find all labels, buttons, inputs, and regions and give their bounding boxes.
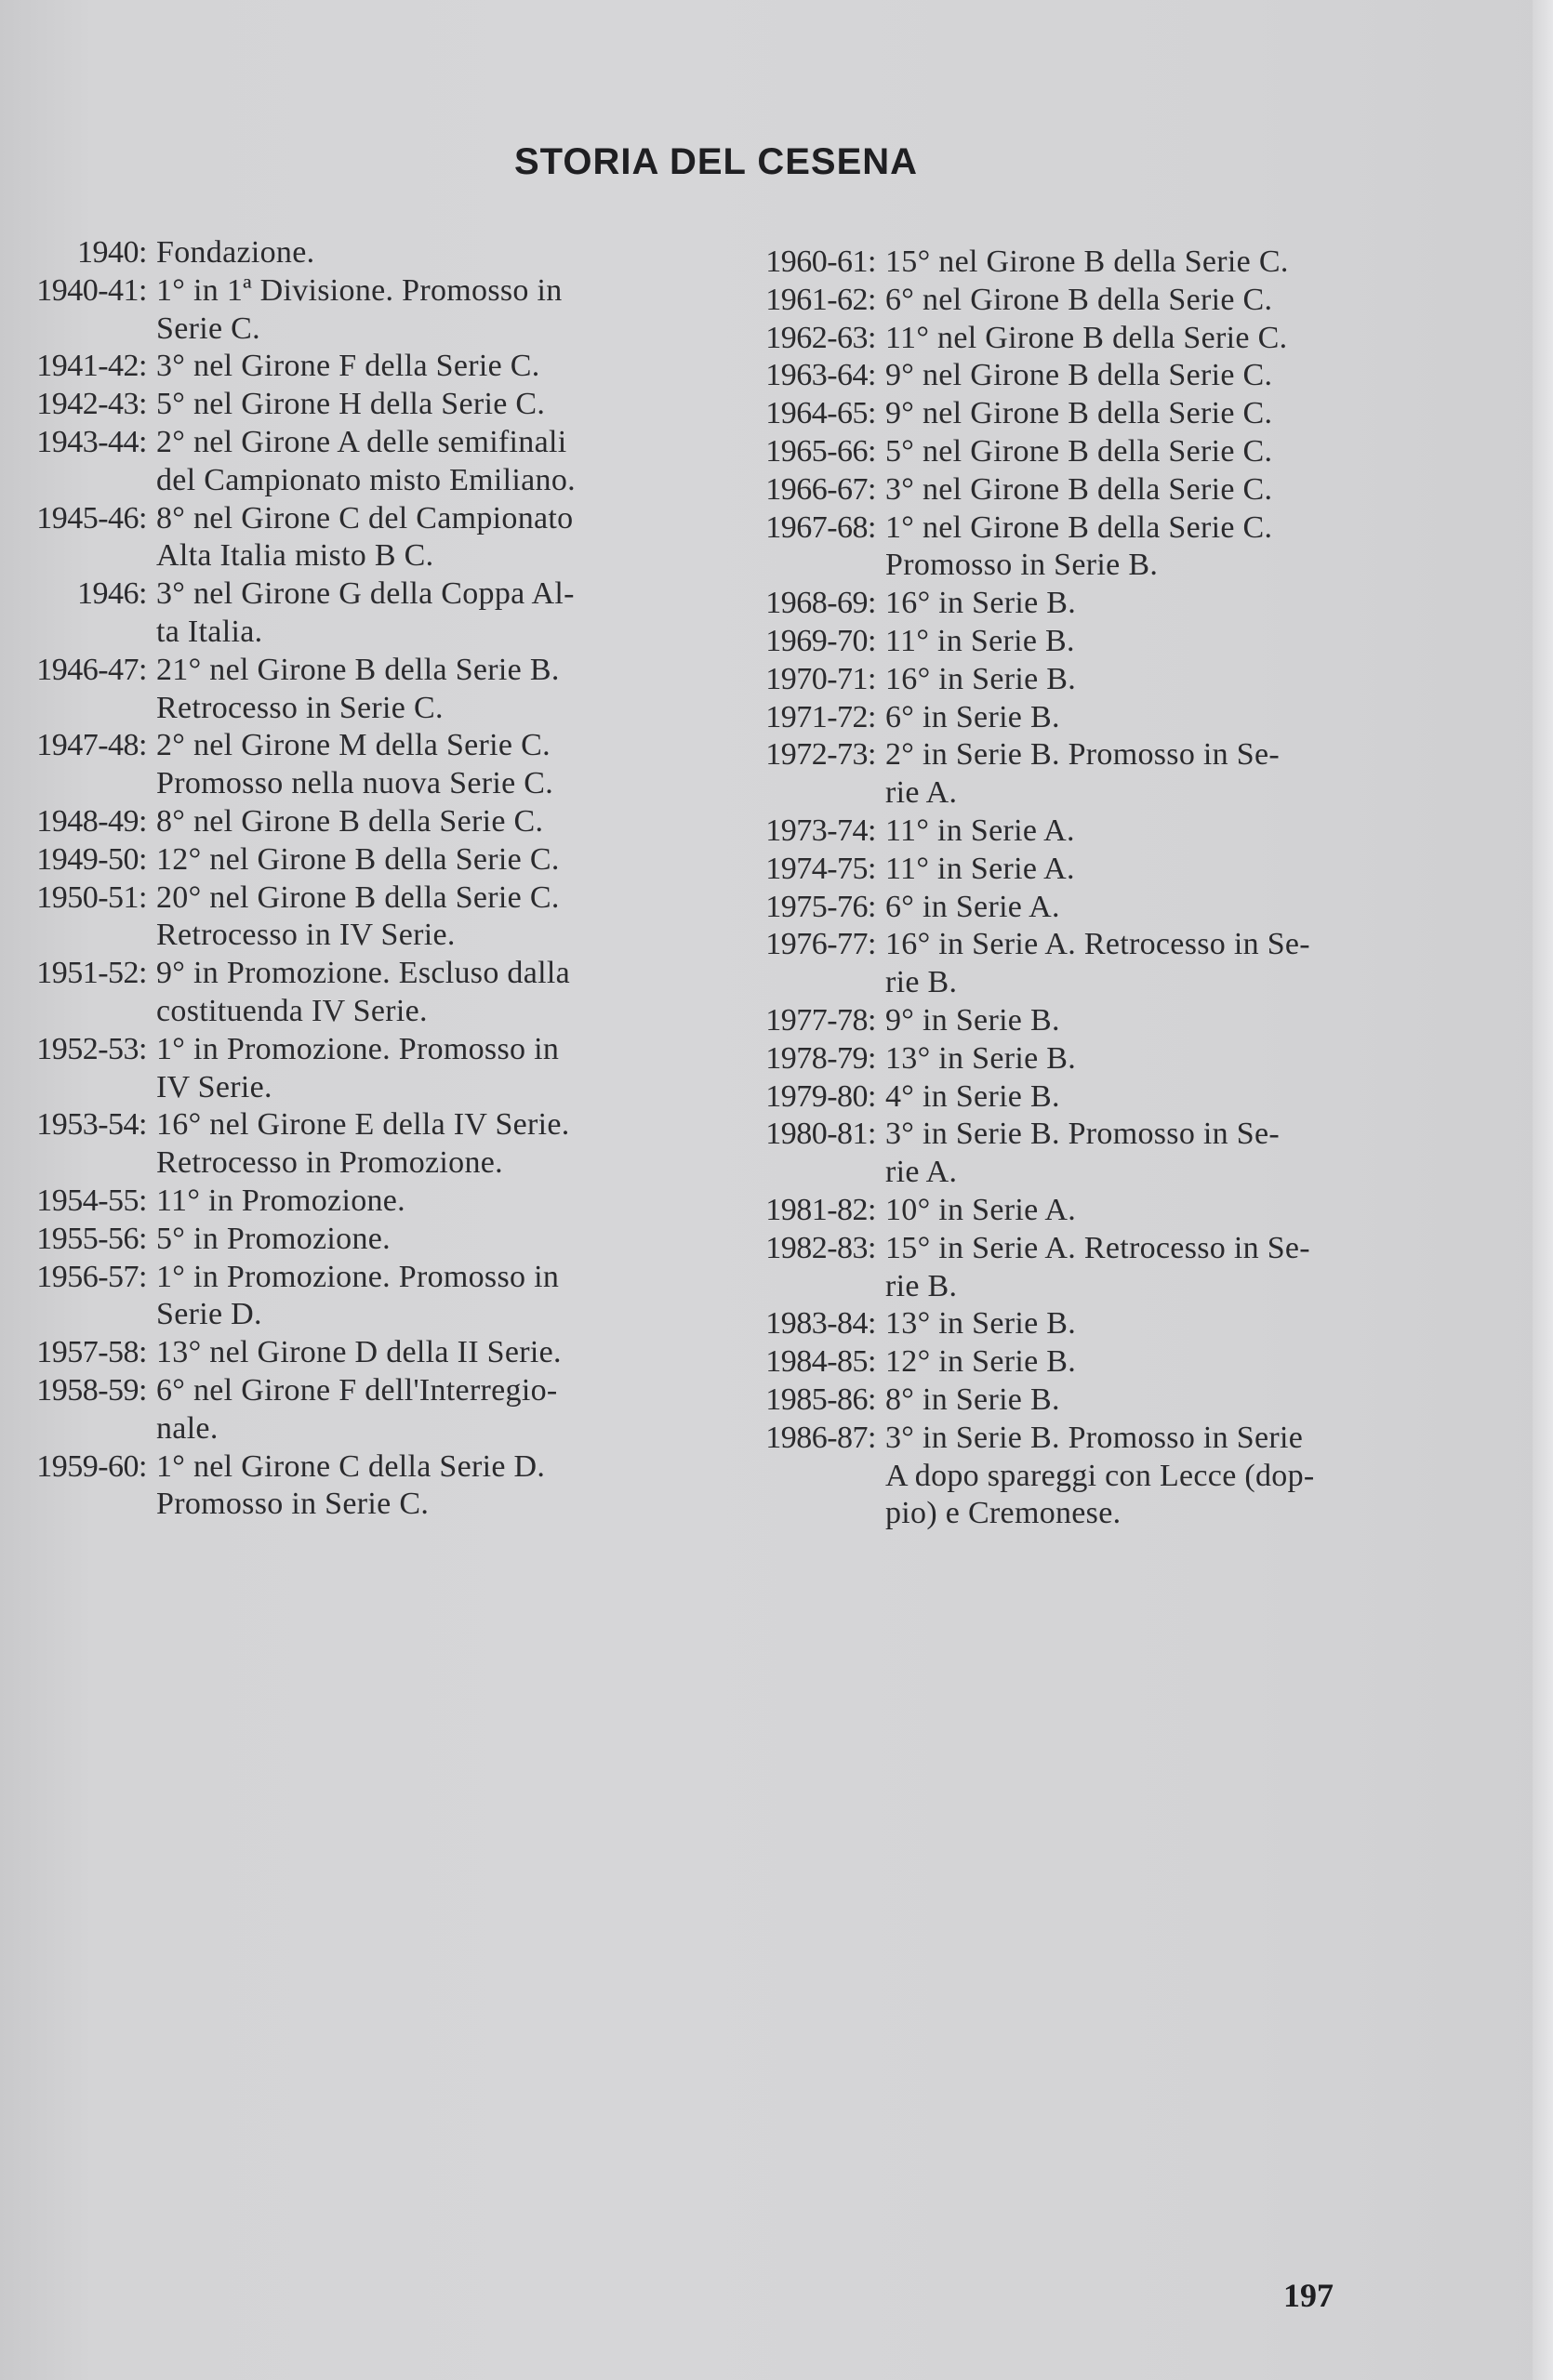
history-entry <box>28 500 693 576</box>
result-line: Alta Italia misto B C. <box>156 538 434 574</box>
season-year: 1943-44: <box>36 424 147 459</box>
history-entry <box>28 1448 693 1525</box>
season-result <box>147 386 693 424</box>
result-line: IV Serie. <box>156 1069 272 1104</box>
season-result <box>147 1106 693 1183</box>
result-line: 1° in Promozione. Promosso in <box>156 1259 560 1294</box>
history-entry <box>725 661 1432 699</box>
season-result <box>147 727 693 803</box>
season-year: 1950-51: <box>36 879 147 915</box>
season-result <box>147 575 693 652</box>
season-year: 1959-60: <box>36 1448 147 1484</box>
result-line: rie B. <box>885 1268 958 1303</box>
result-line: 12° nel Girone B della Serie C. <box>156 841 560 877</box>
history-entry <box>28 1183 693 1221</box>
result-line: Retrocesso in Serie C. <box>156 690 444 725</box>
result-line: 3° nel Girone B della Serie C. <box>885 471 1273 507</box>
result-line: 11° in Serie A. <box>885 813 1075 848</box>
result-line: rie A. <box>885 775 958 811</box>
result-line: 5° nel Girone H della Serie C. <box>156 387 546 422</box>
season-year: 1960-61: <box>765 245 876 279</box>
season-year: 1970-71: <box>765 661 876 696</box>
history-entry <box>28 879 693 956</box>
history-entry <box>28 234 693 272</box>
season-year: 1968-69: <box>765 586 876 621</box>
history-entry <box>725 623 1432 661</box>
season-year: 1951-52: <box>36 956 147 991</box>
season-year: 1980-81: <box>765 1117 876 1152</box>
season-result <box>876 661 1432 699</box>
history-entry <box>28 1106 693 1183</box>
history-entry <box>725 736 1432 813</box>
history-entry <box>725 926 1432 1002</box>
season-result <box>147 1031 693 1107</box>
result-line: Promosso nella nuova Serie C. <box>156 766 554 801</box>
history-entry <box>725 1078 1432 1117</box>
season-year: 1946-47: <box>36 652 147 687</box>
season-result <box>147 1334 693 1372</box>
history-entry <box>725 320 1432 358</box>
result-line: 9° in Promozione. Escluso dalla <box>156 956 570 991</box>
result-line: 1° in 1ª Divisione. Promosso in <box>156 272 563 308</box>
result-line: 3° nel Girone F della Serie C. <box>156 349 540 384</box>
result-line: 2° in Serie B. Promosso in Se- <box>885 737 1280 773</box>
history-entry <box>28 424 693 500</box>
result-line: pio) e Cremonese. <box>885 1496 1122 1531</box>
season-result <box>147 1221 693 1259</box>
result-line: 8° in Serie B. <box>885 1382 1060 1417</box>
season-result <box>147 803 693 841</box>
page-number: 197 <box>1283 2277 1334 2314</box>
season-year: 1954-55: <box>36 1183 147 1218</box>
result-line: 11° nel Girone B della Serie C. <box>885 320 1288 355</box>
history-entry <box>28 652 693 728</box>
season-result <box>147 1259 693 1335</box>
result-line: 3° in Serie B. Promosso in Se- <box>885 1117 1280 1152</box>
season-result <box>876 813 1432 851</box>
result-line: 13° nel Girone D della II Serie. <box>156 1335 562 1370</box>
season-result <box>147 424 693 500</box>
season-result <box>876 585 1432 623</box>
season-result <box>876 926 1432 1002</box>
result-line: rie A. <box>885 1155 958 1190</box>
result-line: Fondazione. <box>156 235 315 270</box>
history-entry <box>725 851 1432 889</box>
season-year: 1940: <box>77 235 147 270</box>
season-year: 1945-46: <box>36 500 147 536</box>
season-year: 1973-74: <box>765 813 876 848</box>
result-line: 1° in Promozione. Promosso in <box>156 1031 560 1066</box>
season-result <box>876 1382 1432 1420</box>
result-line: 8° nel Girone B della Serie C. <box>156 803 544 839</box>
right-column <box>725 244 1432 1533</box>
result-line: 8° nel Girone C del Campionato <box>156 500 574 536</box>
season-result <box>147 234 693 272</box>
season-year: 1964-65: <box>765 396 876 431</box>
history-entry <box>725 889 1432 927</box>
season-year: 1986-87: <box>765 1420 876 1455</box>
season-result <box>876 623 1432 661</box>
season-result <box>147 500 693 576</box>
season-year: 1956-57: <box>36 1259 147 1294</box>
history-entry <box>725 509 1432 586</box>
history-entry <box>725 471 1432 509</box>
history-entry <box>28 727 693 803</box>
history-entry <box>28 575 693 652</box>
result-line: del Campionato misto Emiliano. <box>156 462 576 497</box>
history-entry <box>28 955 693 1031</box>
result-line: costituenda IV Serie. <box>156 993 428 1028</box>
season-result <box>876 244 1432 282</box>
result-line: Promosso in Serie C. <box>156 1487 430 1522</box>
season-year: 1955-56: <box>36 1221 147 1256</box>
season-result <box>876 1002 1432 1040</box>
season-year: 1981-82: <box>765 1192 876 1227</box>
season-result <box>147 955 693 1031</box>
season-year: 1963-64: <box>765 358 876 393</box>
history-entry <box>725 1382 1432 1420</box>
season-year: 1983-84: <box>765 1306 876 1342</box>
season-year: 1965-66: <box>765 433 876 469</box>
result-line: 4° in Serie B. <box>885 1078 1060 1114</box>
history-entry <box>725 282 1432 320</box>
history-entry <box>725 699 1432 737</box>
history-entry <box>725 244 1432 282</box>
season-result <box>876 1305 1432 1343</box>
result-line: 2° nel Girone M della Serie C. <box>156 728 551 763</box>
result-line: 21° nel Girone B della Serie B. <box>156 652 560 687</box>
history-entry <box>725 1192 1432 1230</box>
result-line: Promosso in Serie B. <box>885 548 1159 583</box>
season-result <box>876 320 1432 358</box>
season-result <box>876 1116 1432 1192</box>
season-year: 1949-50: <box>36 841 147 877</box>
history-entry <box>725 585 1432 623</box>
result-line: 11° in Serie A. <box>885 851 1075 886</box>
result-line: 6° nel Girone B della Serie C. <box>885 282 1273 317</box>
season-result <box>147 879 693 956</box>
result-line: 10° in Serie A. <box>885 1192 1077 1227</box>
history-entry <box>725 433 1432 471</box>
season-year: 1953-54: <box>36 1107 147 1143</box>
result-line: 9° nel Girone B della Serie C. <box>885 358 1273 393</box>
history-entry <box>28 1031 693 1107</box>
result-line: rie B. <box>885 965 958 1000</box>
season-result <box>876 1230 1432 1306</box>
season-year: 1972-73: <box>765 737 876 773</box>
history-entry <box>28 1259 693 1335</box>
history-entry <box>725 1002 1432 1040</box>
season-year: 1947-48: <box>36 728 147 763</box>
result-line: 12° in Serie B. <box>885 1344 1077 1380</box>
left-column <box>28 234 693 1524</box>
result-line: Serie C. <box>156 311 260 346</box>
history-entry <box>725 1230 1432 1306</box>
season-result <box>876 433 1432 471</box>
season-year: 1974-75: <box>765 851 876 886</box>
season-year: 1966-67: <box>765 471 876 507</box>
history-entry <box>725 395 1432 433</box>
result-line: Retrocesso in Promozione. <box>156 1145 503 1181</box>
result-line: ta Italia. <box>156 614 263 649</box>
result-line: 6° in Serie A. <box>885 889 1060 924</box>
season-result <box>147 1448 693 1525</box>
result-line: 11° in Serie B. <box>885 623 1075 658</box>
season-result <box>876 509 1432 586</box>
season-result <box>147 652 693 728</box>
result-line: 6° in Serie B. <box>885 699 1060 734</box>
season-result <box>876 1192 1432 1230</box>
season-year: 1977-78: <box>765 1002 876 1038</box>
result-line: nale. <box>156 1410 219 1446</box>
result-line: 13° in Serie B. <box>885 1306 1077 1342</box>
season-year: 1952-53: <box>36 1031 147 1066</box>
page-edge <box>1533 0 1553 2380</box>
season-year: 1984-85: <box>765 1344 876 1380</box>
result-line: 1° nel Girone C della Serie D. <box>156 1448 546 1484</box>
result-line: 9° in Serie B. <box>885 1002 1060 1038</box>
season-result <box>876 395 1432 433</box>
season-result <box>876 1040 1432 1078</box>
season-year: 1982-83: <box>765 1230 876 1265</box>
season-result <box>876 889 1432 927</box>
season-year: 1971-72: <box>765 699 876 734</box>
result-line: Serie D. <box>156 1297 262 1332</box>
season-year: 1940-41: <box>36 272 147 308</box>
season-result <box>876 851 1432 889</box>
season-result <box>876 282 1432 320</box>
season-year: 1969-70: <box>765 623 876 658</box>
history-entry <box>28 803 693 841</box>
season-year: 1976-77: <box>765 927 876 962</box>
season-year: 1946: <box>77 576 147 612</box>
result-line: 9° nel Girone B della Serie C. <box>885 396 1273 431</box>
result-line: Retrocesso in IV Serie. <box>156 918 456 953</box>
result-line: 15° nel Girone B della Serie C. <box>885 245 1289 279</box>
result-line: 3° nel Girone G della Coppa Al- <box>156 576 575 612</box>
result-line: 1° nel Girone B della Serie C. <box>885 509 1273 545</box>
season-result <box>876 1078 1432 1117</box>
result-line: 13° in Serie B. <box>885 1040 1077 1076</box>
history-entry <box>28 1221 693 1259</box>
season-result <box>147 1183 693 1221</box>
history-entry <box>28 272 693 349</box>
result-line: 5° in Promozione. <box>156 1221 391 1256</box>
season-year: 1975-76: <box>765 889 876 924</box>
history-entry <box>28 841 693 879</box>
season-year: 1979-80: <box>765 1078 876 1114</box>
season-year: 1961-62: <box>765 282 876 317</box>
history-entry <box>28 348 693 386</box>
history-entry <box>725 813 1432 851</box>
result-line: 16° nel Girone E della IV Serie. <box>156 1107 570 1143</box>
result-line: 11° in Promozione. <box>156 1183 405 1218</box>
season-year: 1941-42: <box>36 349 147 384</box>
history-entry <box>28 1372 693 1448</box>
season-result <box>147 348 693 386</box>
season-year: 1967-68: <box>765 509 876 545</box>
history-entry <box>725 1305 1432 1343</box>
result-line: 15° in Serie A. Retrocesso in Se- <box>885 1230 1310 1265</box>
season-result <box>147 841 693 879</box>
season-year: 1958-59: <box>36 1372 147 1408</box>
season-result <box>876 1343 1432 1382</box>
history-entry <box>725 1116 1432 1192</box>
season-year: 1948-49: <box>36 803 147 839</box>
history-entry <box>28 386 693 424</box>
result-line: 6° nel Girone F dell'Interregio- <box>156 1372 558 1408</box>
season-year: 1962-63: <box>765 320 876 355</box>
season-result <box>876 1420 1432 1533</box>
season-result <box>147 1372 693 1448</box>
season-result <box>147 272 693 349</box>
result-line: 16° in Serie A. Retrocesso in Se- <box>885 927 1310 962</box>
history-entry <box>725 357 1432 395</box>
history-entry <box>725 1420 1432 1533</box>
result-line: 2° nel Girone A delle semifinali <box>156 424 567 459</box>
result-line: 20° nel Girone B della Serie C. <box>156 879 560 915</box>
result-line: 16° in Serie B. <box>885 586 1077 621</box>
season-result <box>876 357 1432 395</box>
season-year: 1942-43: <box>36 387 147 422</box>
history-entry <box>725 1040 1432 1078</box>
season-result <box>876 471 1432 509</box>
page-title: STORIA DEL CESENA <box>513 141 919 182</box>
season-year: 1957-58: <box>36 1335 147 1370</box>
season-result <box>876 699 1432 737</box>
season-year: 1985-86: <box>765 1382 876 1417</box>
result-line: A dopo spareggi con Lecce (dop- <box>885 1458 1315 1493</box>
result-line: 3° in Serie B. Promosso in Serie <box>885 1420 1304 1455</box>
season-result <box>876 736 1432 813</box>
history-entry <box>725 1343 1432 1382</box>
result-line: 5° nel Girone B della Serie C. <box>885 433 1273 469</box>
season-year: 1978-79: <box>765 1040 876 1076</box>
result-line: 16° in Serie B. <box>885 661 1077 696</box>
history-entry <box>28 1334 693 1372</box>
